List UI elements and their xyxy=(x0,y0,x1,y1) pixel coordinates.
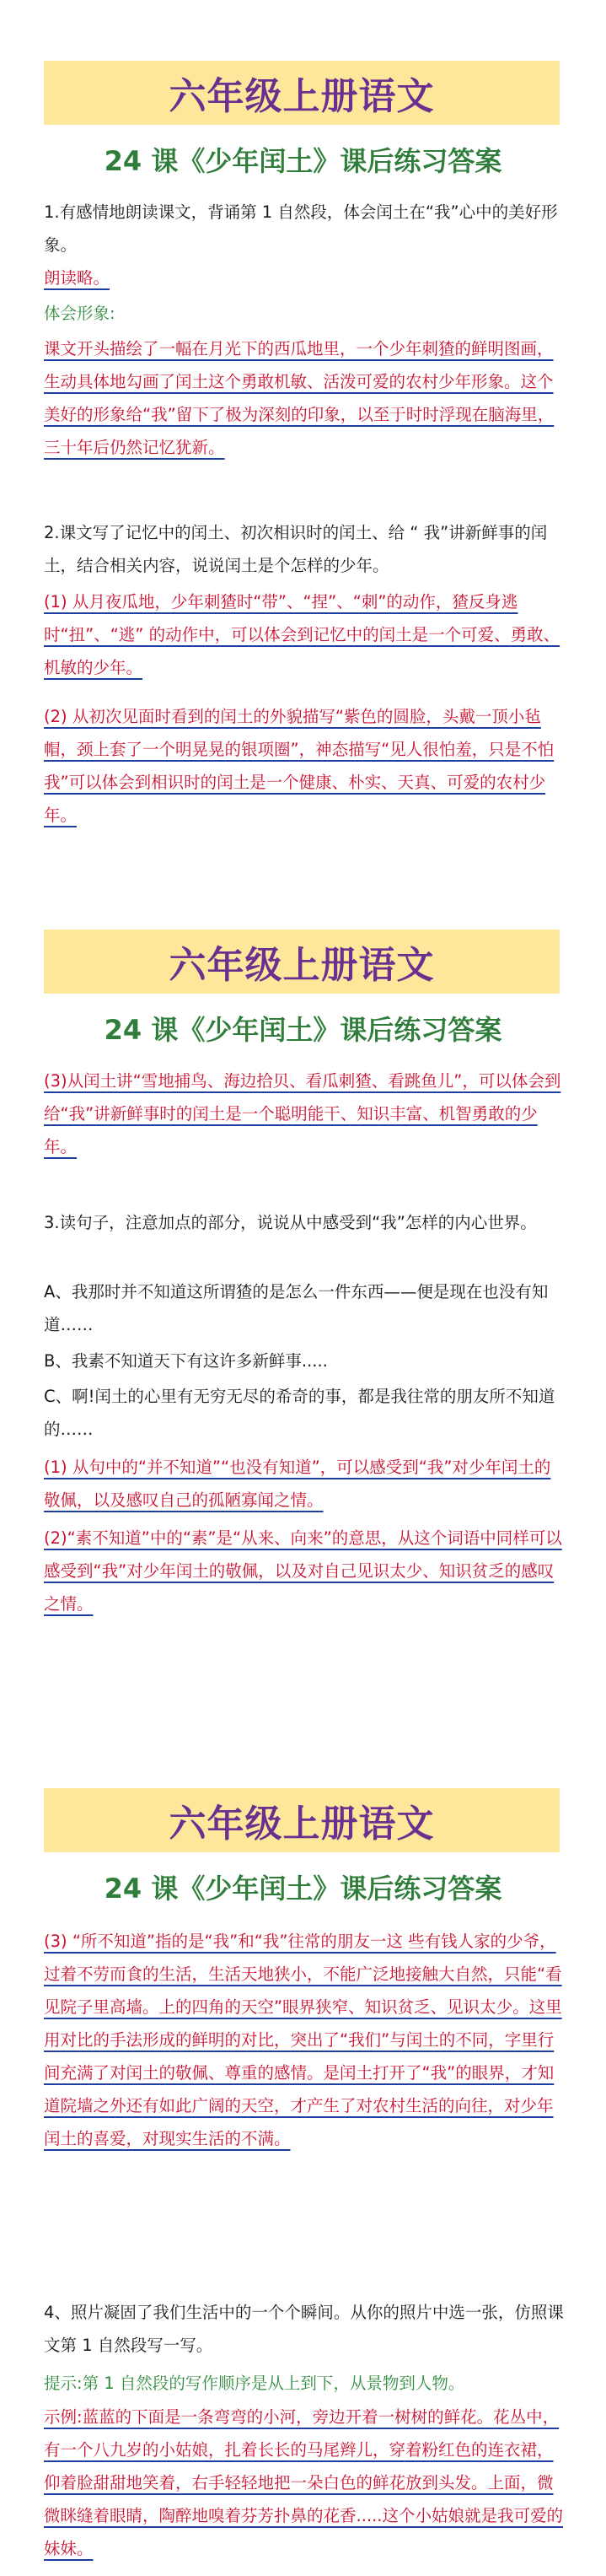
section-3 xyxy=(0,1763,606,2576)
answer-2-2: (2) 从初次见面时看到的闰土的外貌描写“紫色的圆脸，头戴一顶小毡帽，颈上套了一个明晃晃的银项圈”，神态描写“见人很怕羞，只是不怕我”可以体会到相识时的闰土是一个健康、朴实、天真、可爱的农村少年。 xyxy=(44,707,555,825)
answer-2-3: (3)从闰土讲“雪地捕鸟、海边拾贝、看瓜刺猹、看跳鱼儿”，可以体会到给“我”讲新鲜事时的闰土是一个聪明能干、知识丰富、机智勇敢的少年。 xyxy=(44,1071,561,1156)
question-3-sentence-b: B、我素不知道天下有这许多新鲜事..... xyxy=(44,1351,328,1371)
banner-title: 六年级上册语文 xyxy=(44,1788,560,1852)
lesson-subtitle: 24 课《少年闰土》课后练习答案 xyxy=(104,145,502,177)
question-4-hint: 提示:第 1 自然段的写作顺序是从上到下，从景物到人物。 xyxy=(44,2374,465,2393)
answer-1-text: 课文开头描绘了一幅在月光下的西瓜地里，一个少年刺猹的鲜明图画，生动具体地勾画了闰土这个勇敢机敏、活泼可爱的农村少年形象。这个美好的形象给“我”留下了极为深刻的印象，以至于时时浮现在脑海里，三十年后仍然记忆犹新。 xyxy=(44,339,555,457)
answer-1-label: 体会形象: xyxy=(44,304,115,323)
question-3-sentence-c: C、啊!闰土的心里有无穷无尽的希奇的事，都是我往常的朋友所不知道的…… xyxy=(44,1387,555,1439)
banner-title: 六年级上册语文 xyxy=(44,930,560,994)
answer-1-read: 朗读略。 xyxy=(44,268,110,288)
lesson-subtitle: 24 课《少年闰土》课后练习答案 xyxy=(104,1014,502,1046)
answer-3-2: (2)“素不知道”中的“素”是“从来、向来”的意思，从这个词语中同样可以感受到“我”对少年闰土的敬佩，以及对自己见识太少、知识贫乏的感叹之情。 xyxy=(44,1528,562,1614)
section-2 xyxy=(0,911,606,1763)
question-4-example: 示例:蓝蓝的下面是一条弯弯的小河，旁边开着一树树的鲜花。花丛中，有一个八九岁的小姑娘，扎着长长的马尾辫儿，穿着粉红色的连衣裙，仰着脸甜甜地笑着，右手轻轻地把一朵白色的鲜花放到头发。上面，微微眯缝着眼睛，陶醉地嗅着芬芳扑鼻的花香.....这个小姑娘就是我可爱的妹妹。 xyxy=(44,2407,563,2558)
question-1: 1.有感情地朗读课文，背诵第 1 自然段，体会闰土在“我”心中的美好形象。 xyxy=(44,202,558,255)
question-3: 3.读句子，注意加点的部分，说说从中感受到“我”怎样的内心世界。 xyxy=(44,1213,537,1232)
question-3-sentence-a: A、我那时并不知道这所谓猹的是怎么一件东西——便是现在也没有知道…… xyxy=(44,1282,549,1334)
answer-3-3: (3) “所不知道”指的是“我”和“我”往常的朋友一这 些有钱人家的少爷，过着不劳而食的生活，生活天地狭小，不能广泛地接触大自然，只能“看见院子里高墙。上的四角的天空”眼界狭窄、知识贫乏、见识太少。这里用对比的手法形成的鲜明的对比，突出了“我们”与闰土的不同，字里行间充满了对闰土的敬佩、尊重的感情。是闰土打开了“我”的眼界，才知道院墙之外还有如此广阔的天空，才产生了对农村生活的向往，对少年闰土的喜爱，对现实生活的不满。 xyxy=(44,1932,562,2148)
answer-2-1: (1) 从月夜瓜地，少年刺猹时“带”、“捏”、“刺”的动作，猹反身逃时“扭”、“逃” 的动作中，可以体会到记忆中的闰土是一个可爱、勇敢、机敏的少年。 xyxy=(44,592,560,677)
banner-title: 六年级上册语文 xyxy=(44,61,560,125)
question-2: 2.课文写了记忆中的闰土、初次相识时的闰土、给 “ 我”讲新鲜事的闰土，结合相关内容，说说闰土是个怎样的少年。 xyxy=(44,523,548,575)
lesson-subtitle: 24 课《少年闰土》课后练习答案 xyxy=(104,1873,502,1905)
answer-3-1: (1) 从句中的“并不知道”“也没有知道”，可以感受到“我”对少年闰土的敬佩，以及感叹自己的孤陋寡闻之情。 xyxy=(44,1458,551,1510)
section-1 xyxy=(0,0,606,869)
question-4: 4、照片凝固了我们生活中的一个个瞬间。从你的照片中选一张，仿照课文第 1 自然段写一写。 xyxy=(44,2303,564,2355)
